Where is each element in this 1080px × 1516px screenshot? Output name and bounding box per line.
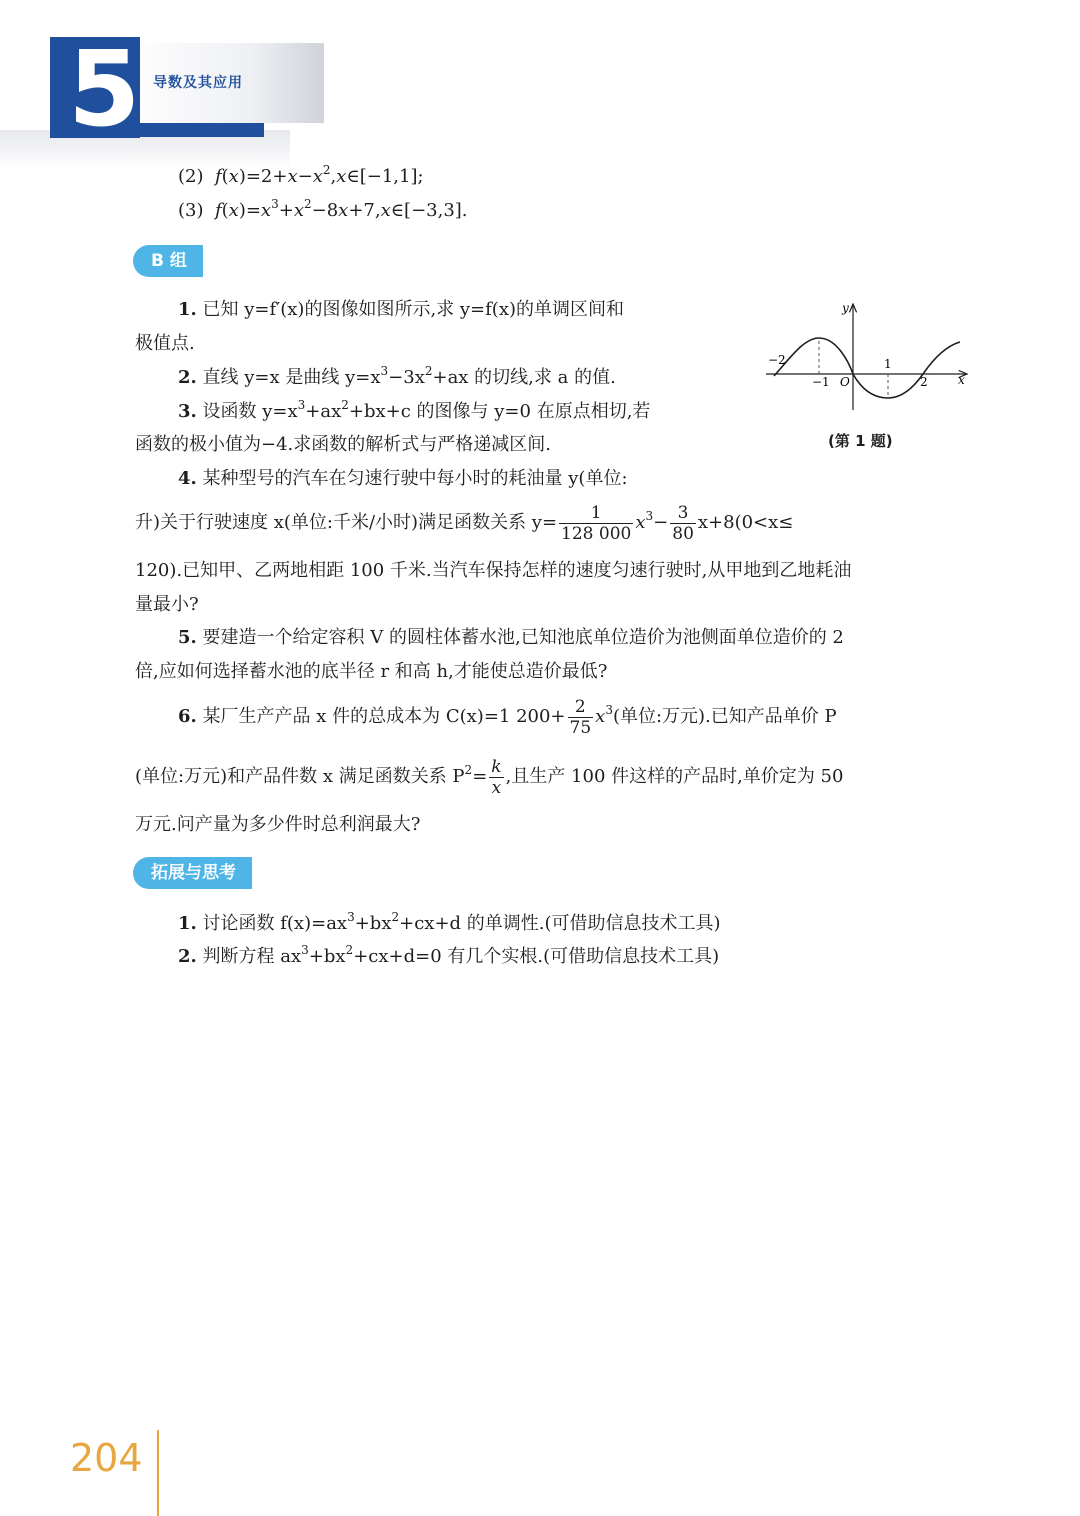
problem-4-line-4: 量最小? — [135, 594, 199, 615]
chapter-number: 5 — [68, 28, 141, 150]
fraction: $\frac{k}{x}$ — [491, 756, 502, 798]
problem-2: 2. 直线 y=x 是曲线 $y=x^3-3x^2+ax$ 的切线,求 a 的值. — [178, 364, 616, 388]
extension-question-2: 2. 判断方程 $ax^3+bx^2+cx+d=0$ 有几个实根.(可借助信息技术工具) — [178, 943, 720, 967]
figure-caption: (第 1 题) — [828, 432, 893, 450]
page-number: 204 — [70, 1436, 143, 1480]
extension-question-1: 1. 讨论函数 $f(x)=ax^3+bx^2+cx+d$ 的单调性.(可借助信息技术工具) — [178, 910, 721, 934]
problem-3-line-1: 3. 设函数 $y=x^3+ax^2+bx+c$ 的图像与 y=0 在原点相切,若 — [178, 398, 651, 422]
problem-1-line-1: 1. 已知 y=f′(x)的图像如图所示,求 y=f(x)的单调区间和 — [178, 299, 625, 320]
problem-1-line-2: 极值点. — [135, 333, 195, 354]
problem-6-line-1: 6. 某厂生产产品 x 件的总成本为 C(x)=1 200+ $\frac{2}{75}$ $x^3$(单位:万元).已知产品单价 P — [178, 696, 837, 738]
axis-label-x: x — [958, 373, 965, 387]
section-tag-b: B 组 — [133, 245, 203, 277]
problem-4-line-3: 120).已知甲、乙两地相距 100 千米.当汽车保持怎样的速度匀速行驶时,从甲地到乙地耗油 — [135, 560, 852, 581]
derivative-curve — [774, 338, 960, 398]
chapter-header — [0, 0, 340, 170]
fraction: $\frac{1}{128 000}$ — [561, 502, 632, 544]
tick-label-1: 1 — [884, 357, 892, 371]
derivative-graph — [762, 300, 972, 420]
problem-6-line-2: (单位:万元)和产品件数 x 满足函数关系 $P^2=$ $\frac{k}{x}$ ,且生产 100 件这样的产品时,单价定为 50 — [135, 756, 844, 798]
fraction: $\frac{2}{75}$ — [569, 696, 592, 738]
axis-label-y: y — [842, 301, 849, 315]
problem-3-line-2: 函数的极小值为−4.求函数的解析式与严格递减区间. — [135, 434, 551, 455]
tick-label-minus-1: −1 — [812, 375, 830, 389]
tick-label-minus-2: −2 — [768, 353, 786, 367]
problem-5-line-2: 倍,应如何选择蓄水池的底半径 r 和高 h,才能使总造价最低? — [135, 661, 608, 682]
carryover-item-2: (2) $f(x)=2+x-x^2,x\in[-1,1]$; — [178, 163, 424, 187]
problem-4-line-2: 升)关于行驶速度 x(单位:千米/小时)满足函数关系 y= $\frac{1}{128 000}$ $x^3-$ $\frac{3}{80}$ x+8(0<x≤ — [135, 502, 794, 544]
problem-4-line-1: 4. 某种型号的汽车在匀速行驶中每小时的耗油量 y(单位: — [178, 468, 628, 489]
section-tag-extension: 拓展与思考 — [133, 857, 252, 889]
problem-5-line-1: 5. 要建造一个给定容积 V 的圆柱体蓄水池,已知池底单位造价为池侧面单位造价的 2 — [178, 627, 844, 648]
carryover-item-3: (3) $f(x)=x^3+x^2-8x+7,x\in[-3,3]$. — [178, 197, 468, 221]
problem-6-line-3: 万元.问产量为多少件时总利润最大? — [135, 814, 421, 835]
origin-label: O — [840, 375, 850, 389]
chapter-title: 导数及其应用 — [153, 75, 243, 91]
page-number-divider — [157, 1430, 159, 1516]
tick-label-2: 2 — [920, 375, 928, 389]
fraction: $\frac{3}{80}$ — [672, 502, 694, 544]
